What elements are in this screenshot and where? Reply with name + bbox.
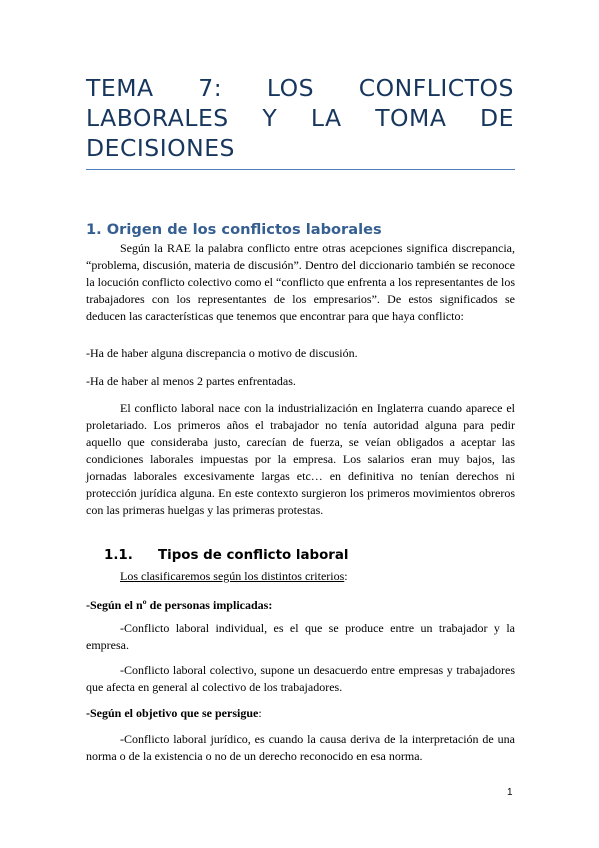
title-line-1 <box>86 73 514 103</box>
paragraph-individual-conflict: -Conflicto laboral individual, es el que se produce entre un trabajador y la empresa. <box>86 621 515 652</box>
page-number: 1 <box>507 787 513 798</box>
paragraph-legal-conflict: -Conflicto laboral jurídico, es cuando la causa deriva de la interpretación de una norma o de la existencia o no de un derecho reconocido en esa norma. <box>86 732 515 763</box>
title-word: TEMA <box>86 74 154 102</box>
title-word: CONFLICTOS <box>358 74 514 102</box>
criterion-personas: -Según el nº de personas implicadas: <box>86 598 273 612</box>
subsection-title: Tipos de conflicto laboral <box>158 548 349 563</box>
paragraph-collective-conflict: -Conflicto laboral colectivo, supone un desacuerdo entre empresas y trabajadores que afecta en general al colectivo de los trabajadores. <box>86 663 515 694</box>
title-line-2 <box>86 103 514 133</box>
title-divider <box>86 169 515 170</box>
paragraph-requirement-1: -Ha de haber alguna discrepancia o motivo de discusión. <box>86 346 358 360</box>
title-line-3 <box>86 133 514 163</box>
title-word: 7: <box>198 74 223 102</box>
subsection-number: 1.1. <box>104 548 133 563</box>
title-word: DECISIONES <box>86 134 235 162</box>
criterion-objetivo <box>86 705 515 722</box>
title-word: LABORALES <box>86 104 229 132</box>
title-word: TOMA <box>375 104 447 132</box>
paragraph-requirement-2: -Ha de haber al menos 2 partes enfrentadas. <box>86 374 296 388</box>
classification-intro-text: Los clasificaremos según los distintos criterios <box>120 569 345 583</box>
classification-intro-colon: : <box>344 569 348 583</box>
title-word: DE <box>480 104 514 132</box>
criterion-objetivo-colon: : <box>258 706 262 720</box>
document-title <box>86 73 514 163</box>
paragraph-industrialization: El conflicto laboral nace con la industrialización en Inglaterra cuando aparece el proletariado. Los primeros años el trabajador no tenía autoridad alguna para pedir aquello que consideraba justo, carecían de fuerza, se veían obligados a aceptar las condiciones laborales impuestas por la empresa. Los salarios eran muy bajos, las jornadas laborales excesivamente largas etc… en definitiva no tenían derechos ni protección jurídica alguna. En este contexto surgieron los primeros movimientos obreros con las primeras huelgas y las primeras protestas. <box>86 401 515 517</box>
title-word: LA <box>310 104 342 132</box>
paragraph-rae-definition: Según la RAE la palabra conflicto entre otras acepciones significa discrepancia, “problema, discusión, materia de discusión”. Dentro del diccionario también se reconoce la locución conflicto colectivo como el “conflicto que enfrenta a los representantes de los trabajadores con los representantes de los empresarios”. De estos significados se deducen las características que tenemos que encontrar para que haya conflicto: <box>86 241 515 323</box>
subsection-heading-tipos <box>104 548 349 563</box>
title-word: Y <box>262 104 278 132</box>
criterion-objetivo-text: -Según el objetivo que se persigue <box>86 706 259 720</box>
paragraph-classification-intro <box>86 568 515 585</box>
title-word: LOS <box>266 74 315 102</box>
section-heading-origen: 1. Origen de los conflictos laborales <box>86 221 382 238</box>
